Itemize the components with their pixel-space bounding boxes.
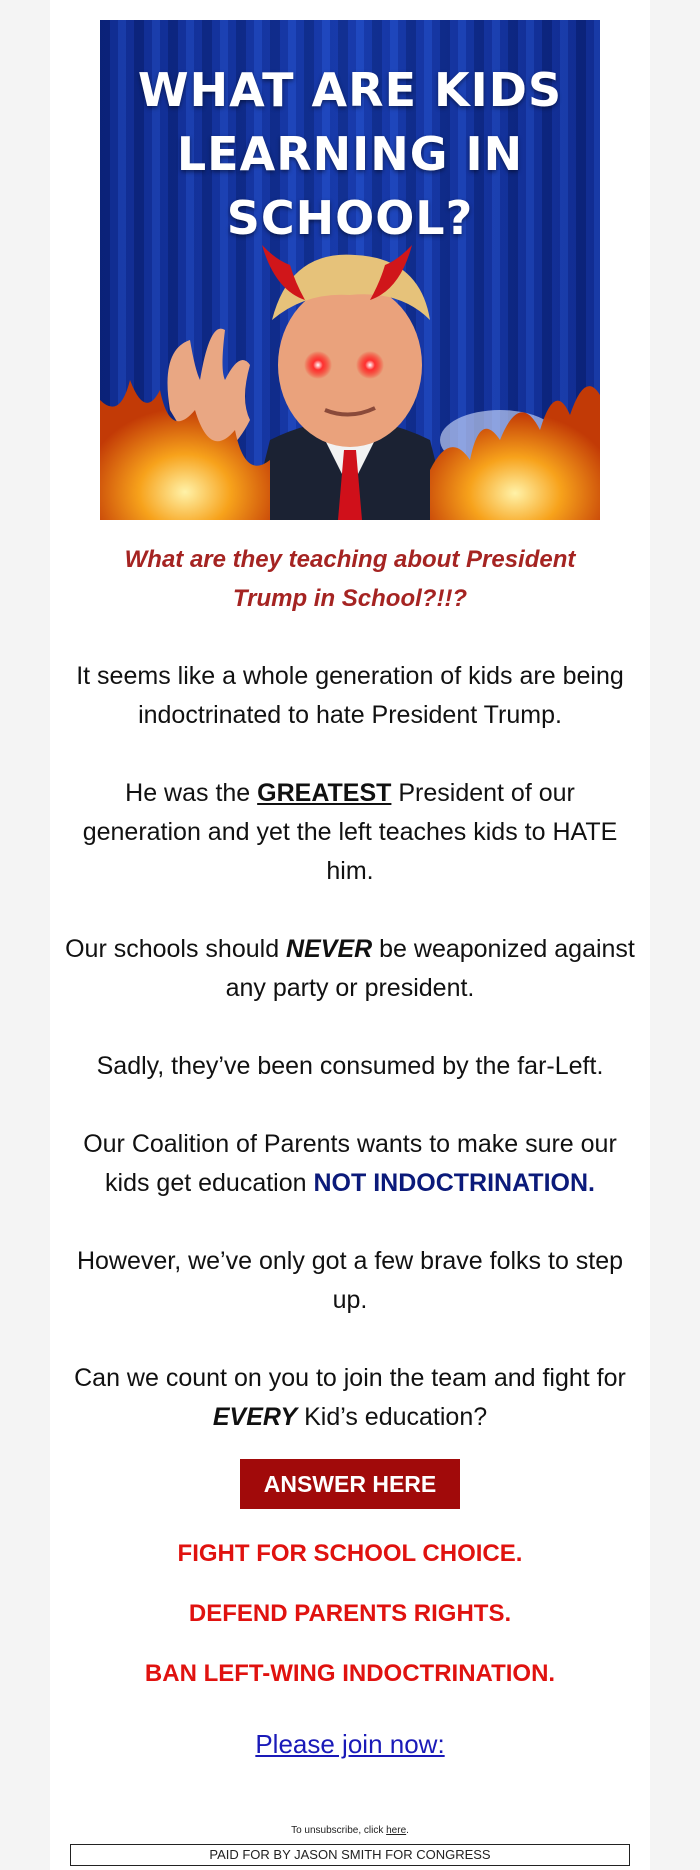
paragraph-2 — [65, 774, 635, 891]
p2-emphasis: GREATEST — [257, 779, 392, 807]
slogan-item: BAN LEFT-WING INDOCTRINATION. — [144, 1660, 556, 1687]
hero-title-line: WHAT ARE KIDS — [137, 63, 563, 117]
p3-emphasis: NEVER — [286, 935, 373, 963]
paragraph-3 — [65, 930, 635, 1008]
cta-container — [50, 1459, 650, 1509]
join-now-link[interactable]: Please join now: — [255, 1729, 445, 1759]
email-content — [50, 540, 650, 1761]
p5-emphasis: NOT INDOCTRINATION. — [313, 1169, 595, 1197]
paid-for-disclaimer: PAID FOR BY JASON SMITH FOR CONGRESS — [70, 1844, 630, 1866]
email-body — [50, 0, 650, 1870]
paragraph-1: It seems like a whole generation of kids are being indoctrinated to hate President Trump. — [76, 662, 624, 729]
unsubscribe-text: To unsubscribe, click — [291, 1825, 387, 1836]
answer-here-button[interactable]: ANSWER HERE — [240, 1459, 460, 1509]
slogan-list — [50, 1539, 650, 1689]
paragraph-7 — [65, 1359, 635, 1437]
paragraph-5 — [65, 1125, 635, 1203]
p2-text: He was the — [125, 779, 258, 807]
join-container — [50, 1727, 650, 1761]
hero-title-line: SCHOOL? — [226, 191, 474, 245]
paragraph-6: However, we’ve only got a few brave folks to step up. — [76, 1247, 624, 1314]
subheadline: What are they teaching about President Trump in School?!!? — [124, 546, 576, 612]
slogan-item: DEFEND PARENTS RIGHTS. — [188, 1600, 512, 1627]
slogan-item: FIGHT FOR SCHOOL CHOICE. — [177, 1540, 523, 1567]
p3-text: be weaponized against any party or president. — [225, 935, 635, 1002]
unsubscribe-suffix: . — [406, 1825, 409, 1836]
unsubscribe-line — [50, 1824, 650, 1838]
p7-text: Kid’s education? — [297, 1403, 488, 1431]
p7-emphasis: EVERY — [212, 1403, 298, 1431]
hero-image[interactable] — [100, 20, 600, 520]
p5-text: Our Coalition of Parents wants to make sure our kids get education — [83, 1130, 617, 1197]
p3-text: Our schools should — [65, 935, 287, 963]
p2-text: President of our generation and yet the left teaches kids to HATE him. — [82, 779, 618, 885]
paragraph-4: Sadly, they’ve been consumed by the far-Left. — [96, 1052, 604, 1080]
p7-text: Can we count on you to join the team and fight for — [74, 1364, 626, 1392]
hero-title-line: LEARNING IN — [176, 127, 524, 181]
hero-title — [100, 58, 600, 250]
unsubscribe-link[interactable]: here — [386, 1825, 407, 1836]
